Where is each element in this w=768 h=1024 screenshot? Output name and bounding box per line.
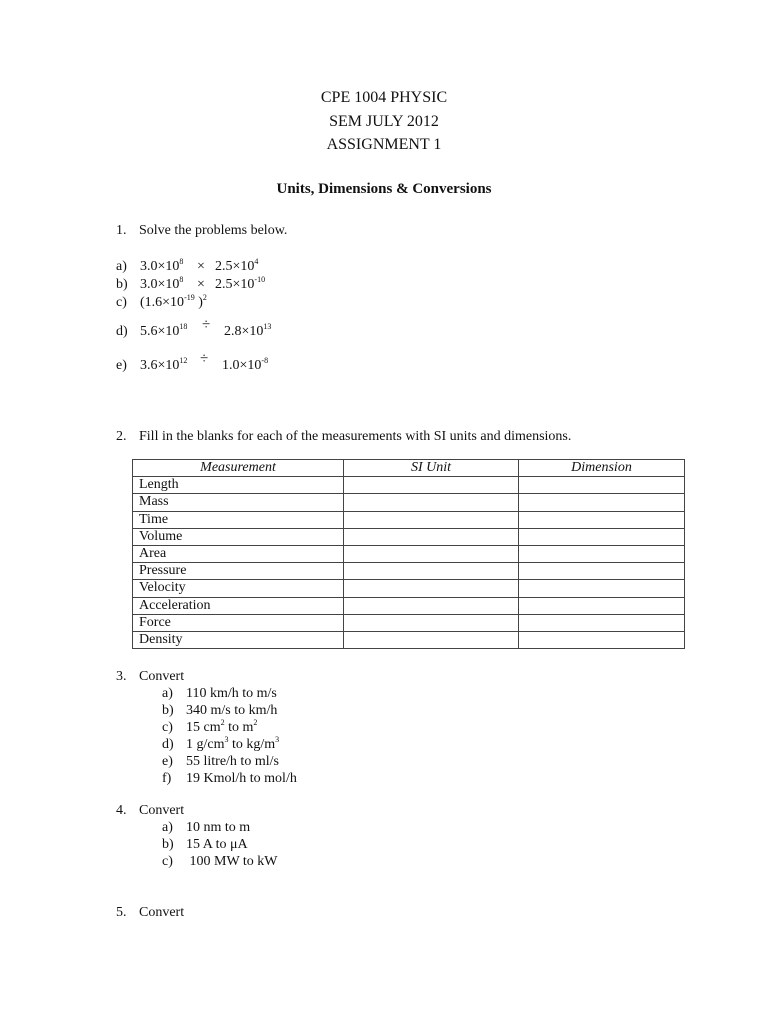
dimension-cell[interactable] <box>519 563 685 580</box>
operand-b: 2.5×10 <box>215 277 255 292</box>
operand-a: 3.6×10 <box>140 358 180 373</box>
item-label: b) <box>162 837 174 852</box>
exponent: 8 <box>179 257 184 266</box>
table-row <box>133 528 685 545</box>
q3-number: 3. <box>116 669 127 684</box>
course-title: CPE 1004 PHYSIC <box>320 89 448 106</box>
si-unit-cell[interactable] <box>344 614 519 631</box>
measurement-cell: Mass <box>133 494 344 511</box>
item-label: a) <box>116 259 127 274</box>
table-row <box>133 545 685 562</box>
q4-item-b <box>162 837 248 853</box>
exponent: 2 <box>253 718 258 727</box>
operand-b: 2.5×10 <box>215 259 255 274</box>
dimension-cell[interactable] <box>519 477 685 494</box>
header-si-unit: SI Unit <box>344 460 519 477</box>
operand-b: 1.0×10 <box>222 358 262 373</box>
q1-text: Solve the problems below. <box>139 223 288 238</box>
operand-a: 5.6×10 <box>140 324 180 339</box>
q2-text: Fill in the blanks for each of the measurements with SI units and dimensions. <box>139 429 572 444</box>
si-unit-cell[interactable] <box>344 580 519 597</box>
measurement-cell: Time <box>133 511 344 528</box>
operator: ÷ <box>200 351 209 367</box>
exponent: 8 <box>179 275 184 284</box>
measurement-cell: Length <box>133 477 344 494</box>
q5-text: Convert <box>139 905 185 920</box>
item-text: 100 MW to kW <box>186 854 278 869</box>
item-text: 10 nm to m <box>186 820 251 835</box>
item-label: a) <box>162 820 173 835</box>
measurement-table <box>132 459 685 649</box>
si-unit-cell[interactable] <box>344 477 519 494</box>
item-text-mid: to m <box>224 720 254 735</box>
q2-number: 2. <box>116 429 127 444</box>
exponent: 3 <box>224 735 229 744</box>
exponent: -19 <box>184 293 195 302</box>
semester-title: SEM JULY 2012 <box>329 113 439 130</box>
measurement-cell: Density <box>133 631 344 648</box>
table-row <box>133 631 685 648</box>
si-unit-cell[interactable] <box>344 631 519 648</box>
si-unit-cell[interactable] <box>344 494 519 511</box>
measurement-cell: Pressure <box>133 563 344 580</box>
measurement-cell: Acceleration <box>133 597 344 614</box>
assignment-title: ASSIGNMENT 1 <box>326 136 442 153</box>
item-label: c) <box>162 854 173 869</box>
item-text: 110 km/h to m/s <box>186 686 277 701</box>
dimension-cell[interactable] <box>519 580 685 597</box>
item-label: b) <box>162 703 174 718</box>
item-label: e) <box>116 358 127 373</box>
operand-a: 3.0×10 <box>140 259 180 274</box>
operand-b: 2.8×10 <box>224 324 264 339</box>
q3-item-c <box>162 720 257 736</box>
q3-item-e <box>162 754 279 770</box>
si-unit-cell[interactable] <box>344 511 519 528</box>
exponent: 2 <box>220 718 225 727</box>
dimension-cell[interactable] <box>519 597 685 614</box>
q3-item-f <box>162 771 297 787</box>
item-text: 55 litre/h to ml/s <box>186 754 279 769</box>
q3-item-d <box>162 737 279 753</box>
measurement-cell: Velocity <box>133 580 344 597</box>
header-dimension: Dimension <box>519 460 685 477</box>
operand-a: (1.6×10 <box>140 295 185 310</box>
table-header-row <box>133 460 685 477</box>
item-text-pre: 1 g/cm <box>186 737 225 752</box>
q3-item-a <box>162 686 277 702</box>
exponent: -10 <box>254 275 266 284</box>
item-label: a) <box>162 686 173 701</box>
operator: × <box>197 277 205 292</box>
si-unit-cell[interactable] <box>344 545 519 562</box>
dimension-cell[interactable] <box>519 631 685 648</box>
closing-paren: ) <box>194 295 203 310</box>
table-row <box>133 614 685 631</box>
exponent: 12 <box>179 356 188 365</box>
operator: ÷ <box>202 317 211 333</box>
measurement-cell: Force <box>133 614 344 631</box>
operator: × <box>197 259 205 274</box>
dimension-cell[interactable] <box>519 511 685 528</box>
table-row <box>133 477 685 494</box>
measurement-cell: Volume <box>133 528 344 545</box>
si-unit-cell[interactable] <box>344 597 519 614</box>
q3-text: Convert <box>139 669 185 684</box>
item-label: b) <box>116 277 128 292</box>
q4-number: 4. <box>116 803 127 818</box>
q4-item-c <box>162 854 278 870</box>
table-row <box>133 511 685 528</box>
item-label: f) <box>162 771 172 786</box>
item-text-pre: 15 cm <box>186 720 221 735</box>
item-text-mid: to kg/m <box>228 737 276 752</box>
table-row <box>133 580 685 597</box>
dimension-cell[interactable] <box>519 528 685 545</box>
item-text: 19 Kmol/h to mol/h <box>186 771 297 786</box>
table-row <box>133 597 685 614</box>
dimension-cell[interactable] <box>519 614 685 631</box>
header-measurement: Measurement <box>133 460 344 477</box>
q1-number: 1. <box>116 223 127 238</box>
item-label: c) <box>116 295 127 310</box>
exponent: 4 <box>254 257 259 266</box>
measurement-cell: Area <box>133 545 344 562</box>
item-label: d) <box>116 324 128 339</box>
item-label: d) <box>162 737 174 752</box>
q4-item-a <box>162 820 250 836</box>
q3-item-b <box>162 703 277 719</box>
si-unit-cell[interactable] <box>344 563 519 580</box>
q5-number: 5. <box>116 905 127 920</box>
exponent: 2 <box>202 293 207 302</box>
exponent: 13 <box>263 322 272 331</box>
item-text: 340 m/s to km/h <box>186 703 278 718</box>
item-label: c) <box>162 720 173 735</box>
exponent: 18 <box>179 322 188 331</box>
subtitle: Units, Dimensions & Conversions <box>276 181 492 197</box>
si-unit-cell[interactable] <box>344 528 519 545</box>
dimension-cell[interactable] <box>519 494 685 511</box>
operand-a: 3.0×10 <box>140 277 180 292</box>
item-label: e) <box>162 754 173 769</box>
item-text: 15 A to μA <box>186 837 248 852</box>
table-row <box>133 494 685 511</box>
dimension-cell[interactable] <box>519 545 685 562</box>
table-row <box>133 563 685 580</box>
q4-text: Convert <box>139 803 185 818</box>
exponent: -8 <box>261 356 269 365</box>
exponent: 3 <box>275 735 280 744</box>
